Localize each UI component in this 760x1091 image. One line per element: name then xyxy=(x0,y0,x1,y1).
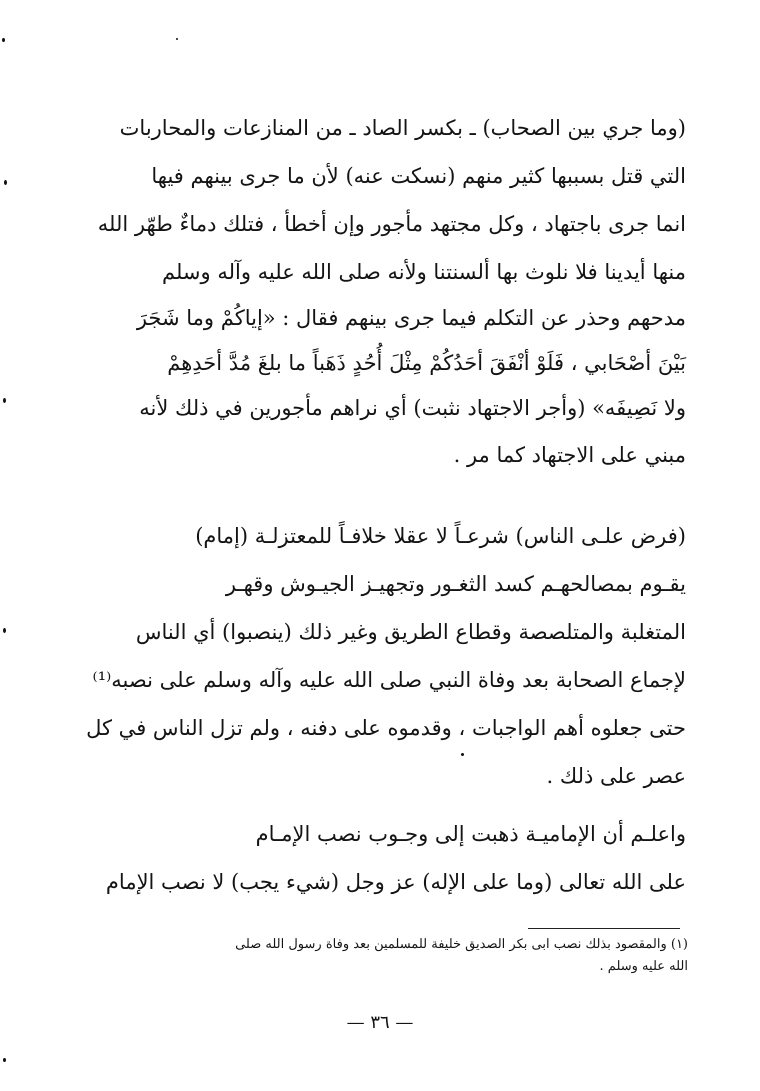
scan-speck xyxy=(2,38,5,42)
text-line: على الله تعالى (وما على الإله) عز وجل (شيء يجب) لا نصب الإمام xyxy=(105,870,686,894)
text-line: (فرض علـى الناس) شرعـاً لا عقلا خلافـاً للمعتزلـة (إمام) xyxy=(195,524,686,548)
text-line: لإجماع الصحابة بعد وفاة النبي صلى الله عليه وآله وسلم على نصبه⁽¹⁾ xyxy=(92,668,686,692)
scan-speck xyxy=(176,38,178,40)
page-number: — ٣٦ — xyxy=(346,1012,414,1033)
text-line: ولا نَصِيفَه» (وأجر الاجتهاد نثبت) أي نراهم مأجورين في ذلك لأنه xyxy=(139,396,686,420)
text-line: التي قتل بسببها كثير منهم (نسكت عنه) لأن ما جرى بينهم فيها xyxy=(151,164,686,188)
text-line: مبني على الاجتهاد كما مر . xyxy=(453,443,686,467)
text-line: مدحهم وحذر عن التكلم فيما جرى بينهم فقال : «إياكُمْ وما شَجَرَ xyxy=(136,306,686,330)
footnote-line: الله عليه وسلم . xyxy=(599,959,688,974)
text-line: حتى جعلوه أهم الواجبات ، وقدموه على دفنه ، ولم تزل الناس في كل xyxy=(86,716,686,740)
paragraph-1 xyxy=(62,104,686,479)
text-line: المتغلبة والمتلصصة وقطاع الطريق وغير ذلك (ينصبوا) أي الناس xyxy=(135,620,686,644)
scan-speck xyxy=(3,628,6,633)
text-line: واعلـم أن الإماميـة ذهبت إلى وجـوب نصب الإمـام xyxy=(255,822,686,846)
paragraph-2 xyxy=(62,512,686,800)
scan-speck xyxy=(4,180,7,185)
text-line: منها أيدينا فلا نلوث بها ألسنتنا ولأنه صلى الله عليه وآله وسلم xyxy=(162,260,686,284)
scan-speck xyxy=(3,1058,6,1062)
scan-speck xyxy=(3,398,6,403)
text-line: بَيْنَ أصْحَابي ، فَلَوْ أنْفَقَ أحَدُكُمْ مِثْلَ أُحُدٍ ذَهَباً ما بلغَ مُدَّ أحَدِهِمْ xyxy=(167,351,686,375)
footnote-divider xyxy=(528,928,680,929)
text-line: عصر على ذلك . xyxy=(546,764,686,788)
text-line: يقـوم بمصالحهـم كسد الثغـور وتجهيـز الجيـوش وقهـر xyxy=(225,572,686,596)
footnote xyxy=(52,934,688,978)
footnote-line: (١) والمقصود بذلك نصب ابى بكر الصديق خليفة للمسلمين بعد وفاة رسول الله صلى xyxy=(235,937,688,952)
scan-speck xyxy=(461,753,464,756)
text-line: انما جرى باجتهاد ، وكل مجتهد مأجور وإن أخطأ ، فتلك دماءٌ طهّر الله xyxy=(97,212,686,236)
text-line: (وما جري بين الصحاب) ـ بكسر الصاد ـ من المنازعات والمحاربات xyxy=(119,116,686,140)
paragraph-3 xyxy=(62,810,686,906)
